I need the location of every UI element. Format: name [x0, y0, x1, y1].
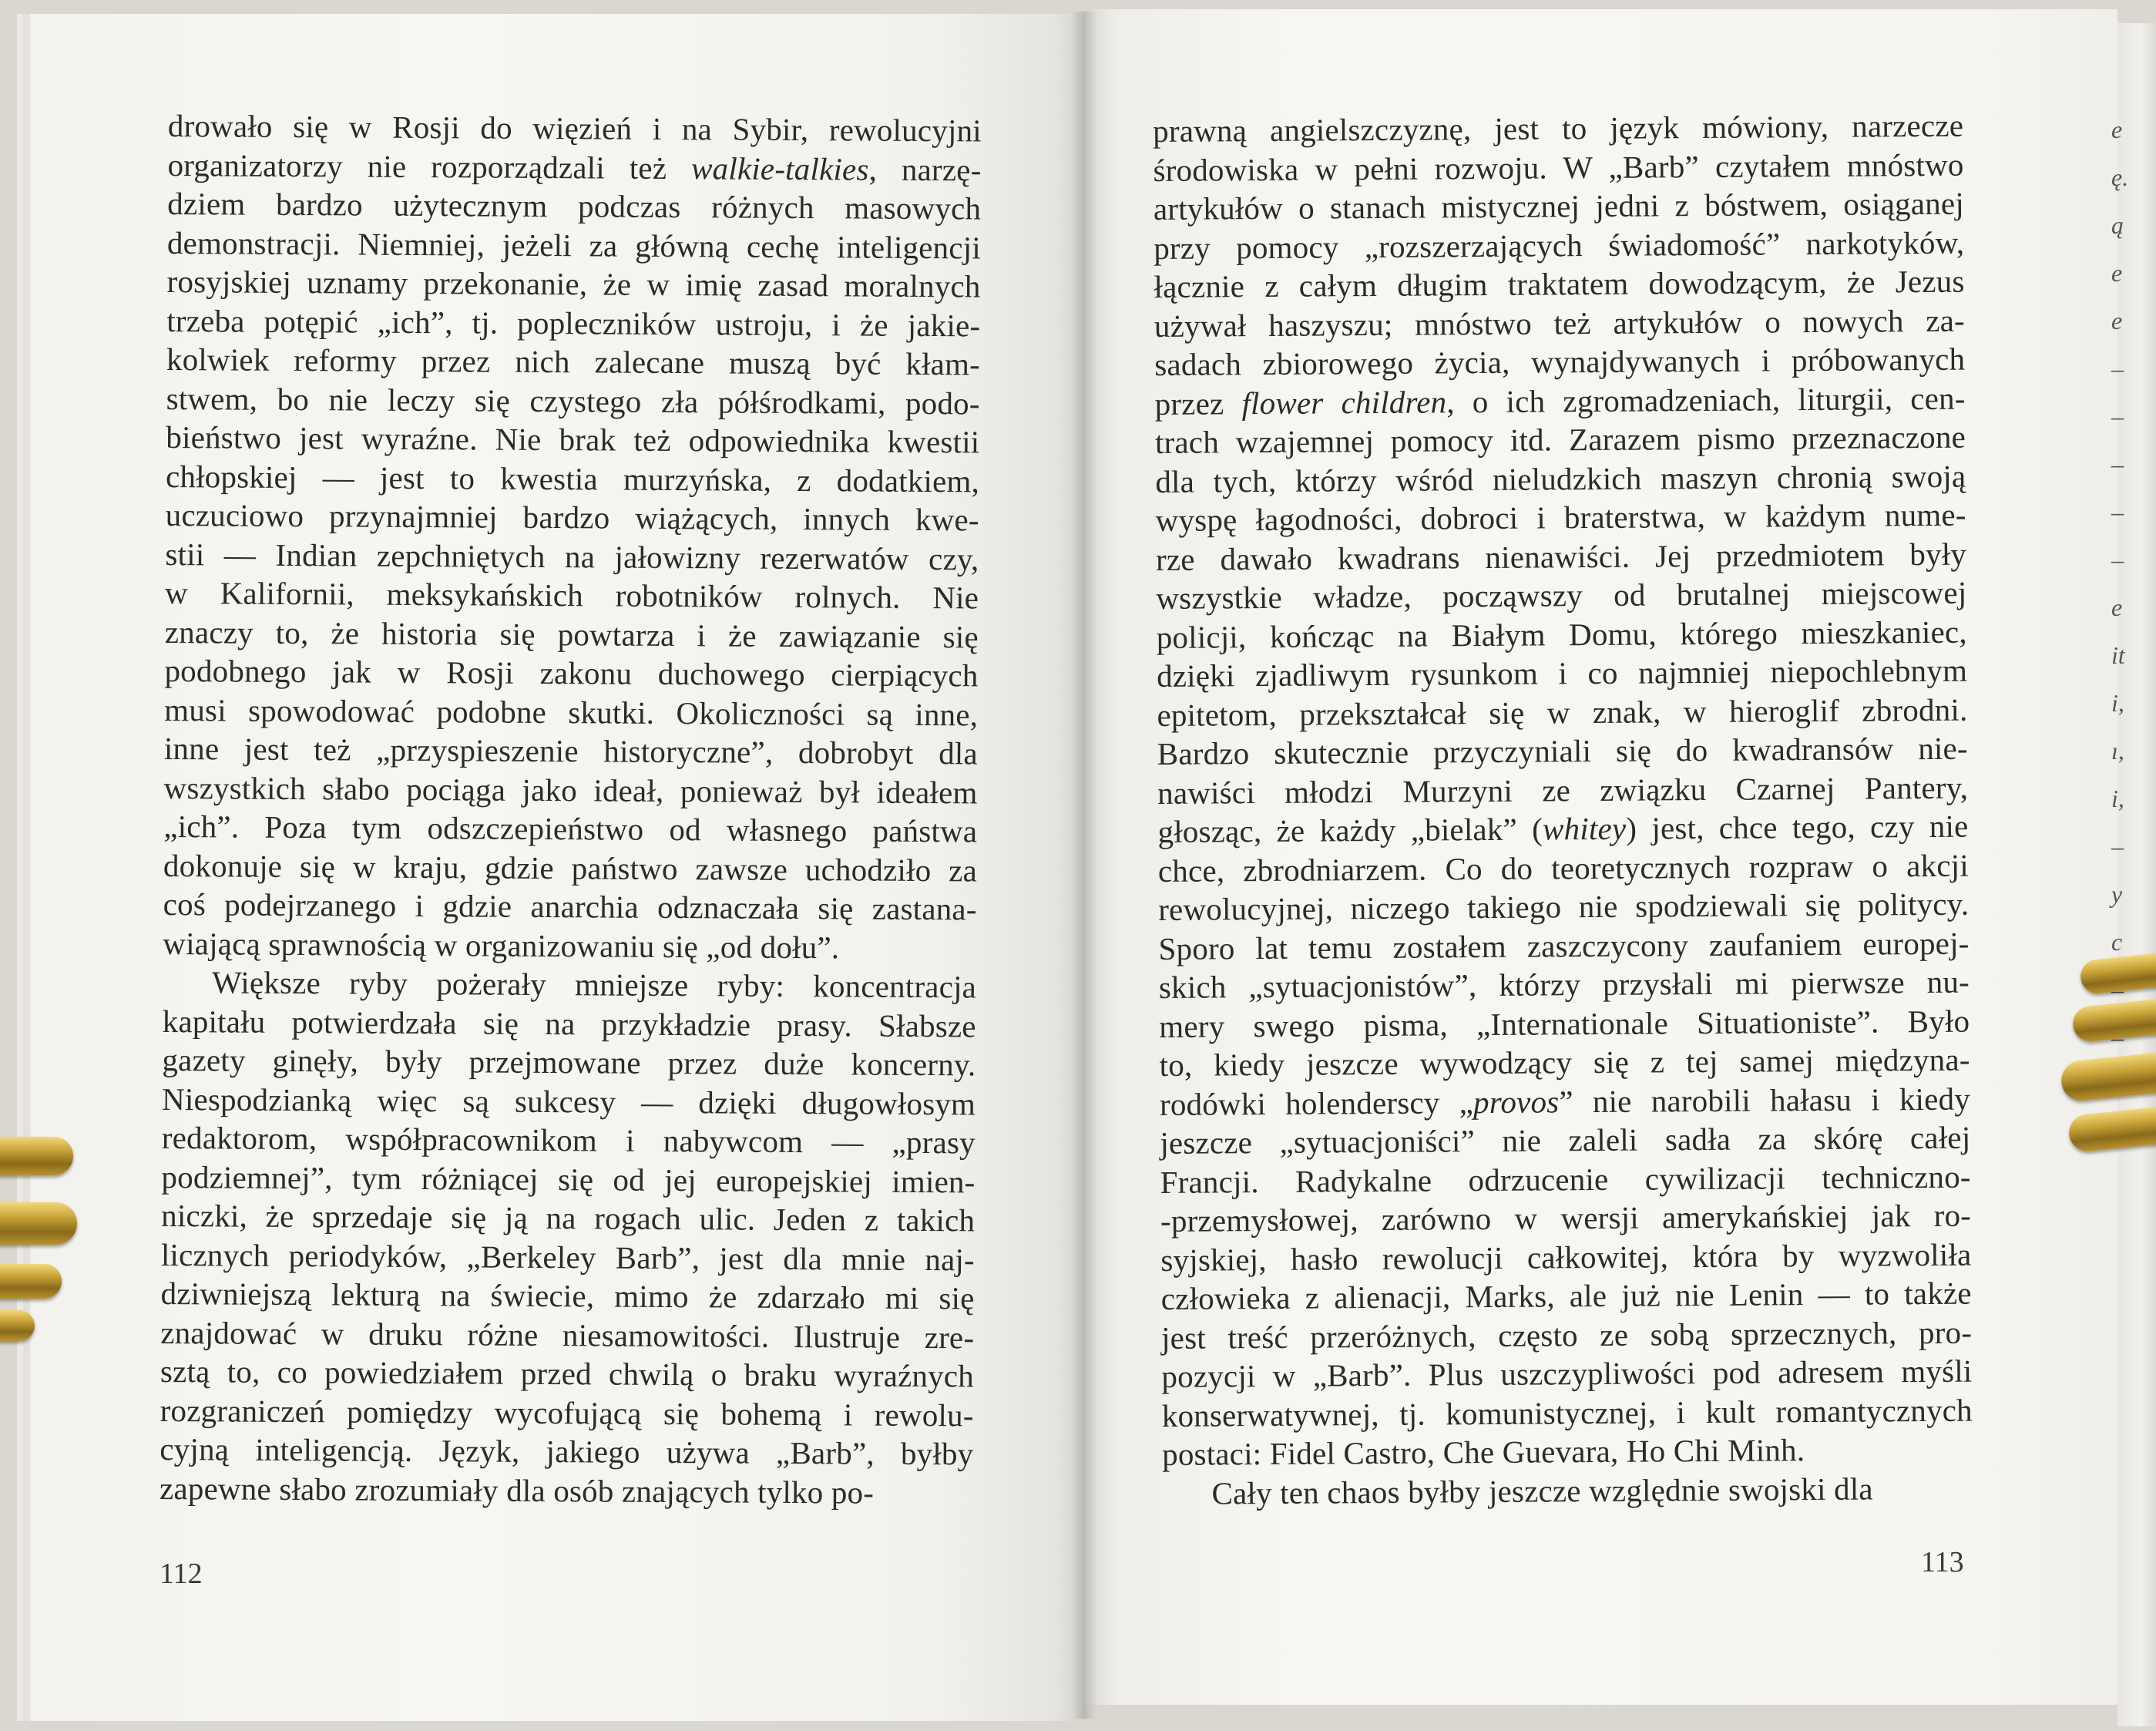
text-line: musi spowodować podobne skutki. Okoliczności są inne,	[164, 691, 979, 732]
text-line: skich „sytuacjonistów”, którzy przysłali mi pierwsze nu-	[1158, 963, 1970, 1005]
text-line: rozgraniczeń pomiędzy wycofującą się bohemą i rewolu-	[160, 1392, 974, 1433]
text-line: dla tych, którzy wśród nieludzkich maszyn chronią swoją	[1155, 458, 1966, 499]
edge-letter: –	[2111, 355, 2124, 382]
text-line: Niespodzianką więc są sukcesy — dzięki długowłosym	[161, 1081, 976, 1121]
text-line: rewolucyjnej, niczego takiego nie spodziewali się politycy.	[1158, 886, 1970, 927]
text-line: „ich”. Poza tym odszczepieństwo od własnego państwa	[163, 808, 978, 849]
text-line: drowało się w Rosji do więzień i na Sybir, rewolucyjni	[167, 107, 982, 149]
text-line: stwem, bo nie leczy się czystego zła półśrodkami, podo-	[166, 380, 980, 421]
text-line: jest treść przeróżnych, często ze sobą sprzecznych, pro-	[1160, 1314, 1973, 1356]
edge-letter: y	[2111, 880, 2123, 908]
binder-clip	[0, 1202, 77, 1245]
text-line: podobnego jak w Rosji zakonu duchowego cierpiących	[164, 652, 979, 694]
text-line: demonstracji. Niemniej, jeżeli za główną cechę inteligencji	[166, 224, 982, 265]
edge-letter: –	[2111, 450, 2124, 478]
edge-letter: –	[2111, 832, 2124, 860]
text-line: policji, kończąc na Białym Domu, którego mieszkaniec,	[1156, 613, 1967, 655]
text-line: sadach zbiorowego życia, wynajdywanych i próbowanych	[1154, 341, 1966, 382]
edge-letter: –	[2111, 402, 2124, 430]
text-line: artykułów o stanach mistycznej jedni z bóstwem, osiąganej	[1153, 185, 1965, 227]
text-line: trach wzajemnej pomocy itd. Zarazem pismo przeznaczone	[1154, 418, 1966, 460]
text-line: wiającą sprawnością w organizowaniu się „od dołu”.	[163, 925, 840, 965]
text-line: przez flower children, o ich zgromadzeniach, liturgii, cen-	[1154, 380, 1966, 422]
text-line: znaczy to, że historia się powtarza i że zawiązanie się	[164, 613, 979, 654]
text-line: wyspę łagodności, dobroci i braterstwa, w każdym nume-	[1155, 496, 1966, 538]
text-line: uczuciowo przynajmniej bardzo wiążących, innych kwe-	[165, 496, 979, 538]
text-line: kolwiek reformy przez nich zalecane muszą być kłam-	[166, 341, 981, 382]
text-line: rosyjskiej uznamy przekonanie, że w imię zasad moralnych	[166, 263, 981, 304]
text-line: dziem bardzo użytecznym podczas różnych masowych	[167, 185, 982, 227]
text-line: mery swego pisma, „Internationale Situationiste”. Było	[1159, 1003, 1970, 1044]
text-line: coś podejrzanego i gdzie anarchia odznaczała się zastana-	[163, 886, 977, 927]
text-line: organizatorzy nie rozporządzali też walkie-talkies, narzę-	[167, 146, 982, 187]
spine-shadow	[1073, 12, 1096, 1719]
text-line: Cały ten chaos byłby jeszcze względnie swojski dla	[1211, 1471, 1873, 1511]
text-line: prawną angielszczyznę, jest to język mówiony, narzecze	[1153, 107, 1964, 149]
text-line: łącznie z całym długim traktatem dowodzącym, że Jezus	[1154, 263, 1965, 304]
text-line: to, kiedy jeszcze wywodzący się z tej samej międzyna-	[1159, 1041, 1970, 1083]
text-line: jeszcze „sytuacjoniści” nie zaleli sadła za skórę całej	[1160, 1119, 1971, 1161]
edge-letter: e	[2111, 259, 2123, 287]
text-line: wszystkich słabo pociąga jako ideał, ponieważ był ideałem	[163, 769, 978, 810]
text-line: przy pomocy „rozszerzających świadomość” narkotyków,	[1154, 224, 1965, 266]
text-line: inne jest też „przyspieszenie historyczne”, dobrobyt dla	[163, 730, 979, 771]
edge-letter: i,	[2111, 689, 2124, 717]
text-line: nawiści młodzi Murzyni ze związku Czarnej Pantery,	[1157, 769, 1969, 811]
text-line: cyjną inteligencją. Język, jakiego używa „Barb”, byłby	[160, 1430, 974, 1472]
text-line: trzeba potępić „ich”, tj. popleczników ustroju, i że jakie-	[166, 302, 981, 343]
text-line: stii — Indian zepchniętych na jałowizny rezerwatów czy,	[165, 536, 979, 576]
left-page-number: 112	[160, 1558, 203, 1590]
binder-clip	[0, 1310, 35, 1341]
text-line: człowieka z alienacji, Marks, ale już nie Lenin — to także	[1160, 1275, 1972, 1316]
left-page-text	[160, 106, 982, 1512]
edge-letter: e	[2111, 307, 2123, 334]
text-line: licznych periodyków, „Berkeley Barb”, jest dla mnie naj-	[160, 1236, 976, 1277]
edge-letter: e	[2111, 116, 2123, 143]
text-line: wszystkie władze, począwszy od brutalnej miejscowej	[1156, 574, 1967, 616]
edge-letter: i,	[2111, 785, 2124, 812]
edge-letter: ı,	[2111, 737, 2124, 765]
text-line: dzięki zjadliwym rysunkom i co najmniej niepochlebnym	[1156, 652, 1968, 694]
text-line: rze dawało kwadrans nienawiści. Jej przedmiotem były	[1155, 536, 1967, 577]
text-line: dokonuje się w kraju, gdzie państwo zawsze uchodziło za	[163, 847, 978, 888]
text-line: podziemnej”, tym różniącej się od jej europejskiej imien-	[161, 1158, 976, 1199]
text-line: zapewne słabo zrozumiały dla osób znających tylko po-	[159, 1470, 875, 1511]
text-line: w Kalifornii, meksykańskich robotników rolnych. Nie	[165, 574, 979, 616]
text-line: znajdować w druku różne niesamowitości. Ilustruje zre-	[160, 1314, 975, 1355]
text-line: sztą to, co powiedziałem przed chwilą o braku wyraźnych	[160, 1353, 975, 1394]
edge-letter: –	[2111, 498, 2124, 526]
edge-letter: ą	[2111, 211, 2124, 239]
text-line: gazety ginęły, były przejmowane przez duże koncerny.	[162, 1041, 976, 1083]
text-line: Bardzo skutecznie przyczyniali się do kwadransów nie-	[1157, 730, 1968, 771]
text-line: redaktorom, współpracownikom i nabywcom — „prasy	[161, 1119, 976, 1161]
binder-clip	[0, 1137, 73, 1175]
text-line: rodówki holenderscy „provos” nie narobili hałasu i kiedy	[1159, 1081, 1971, 1122]
text-line: syjskiej, hasło rewolucji całkowitej, która by wyzwoliła	[1160, 1236, 1972, 1278]
right-page-number: 113	[1921, 1546, 1964, 1578]
text-line: środowiska w pełni rozwoju. W „Barb” czytałem mnóstwo	[1153, 146, 1964, 188]
text-line: postaci: Fidel Castro, Che Guevara, Ho Chi Minh.	[1162, 1432, 1805, 1472]
binder-clip	[0, 1264, 62, 1299]
text-line: głosząc, że każdy „bielak” (whitey) jest, chce tego, czy nie	[1157, 808, 1969, 849]
edge-letter: it	[2111, 641, 2125, 669]
text-line: niczki, że sprzedaje się ją na rogach ulic. Jeden z takich	[161, 1197, 976, 1239]
text-line: dziwniejszą lekturą na świecie, mimo że zdarzało mi się	[160, 1275, 975, 1316]
text-line: pozycji w „Barb”. Plus uszczypliwości pod adresem myśli	[1161, 1353, 1973, 1394]
edge-letter: –	[2111, 546, 2124, 573]
text-line: konserwatywnej, tj. komunistycznej, i kult romantycznych	[1161, 1392, 1973, 1434]
text-line: chce, zbrodniarzem. Co do teoretycznych rozpraw o akcji	[1157, 847, 1970, 889]
edge-letter: ę.	[2111, 163, 2129, 191]
text-line: bieństwo jest wyraźne. Nie brak też odpowiednika kwestii	[166, 418, 980, 460]
text-line: chłopskiej — jest to kwestia murzyńska, z dodatkiem,	[165, 458, 980, 499]
text-line: Francji. Radykalne odrzucenie cywilizacji techniczno-	[1160, 1158, 1971, 1200]
text-line: Sporo lat temu zostałem zaszczycony zaufaniem europej-	[1158, 925, 1970, 966]
edge-letter: e	[2111, 593, 2123, 621]
edge-letter: c	[2111, 928, 2123, 956]
text-line: Większe ryby pożerały mniejsze ryby: koncentracja	[211, 964, 977, 1005]
right-page-text	[1153, 106, 1973, 1513]
text-line: -przemysłowej, zarówno w wersji amerykańskiej jak ro-	[1160, 1197, 1972, 1239]
text-line: używał haszyszu; mnóstwo też artykułów o nowych za-	[1154, 302, 1966, 344]
text-line: epitetom, przekształcał się w znak, w hieroglif zbrodni.	[1157, 691, 1968, 733]
text-line: kapitału potwierdzała się na przykładzie prasy. Słabsze	[162, 1003, 976, 1044]
